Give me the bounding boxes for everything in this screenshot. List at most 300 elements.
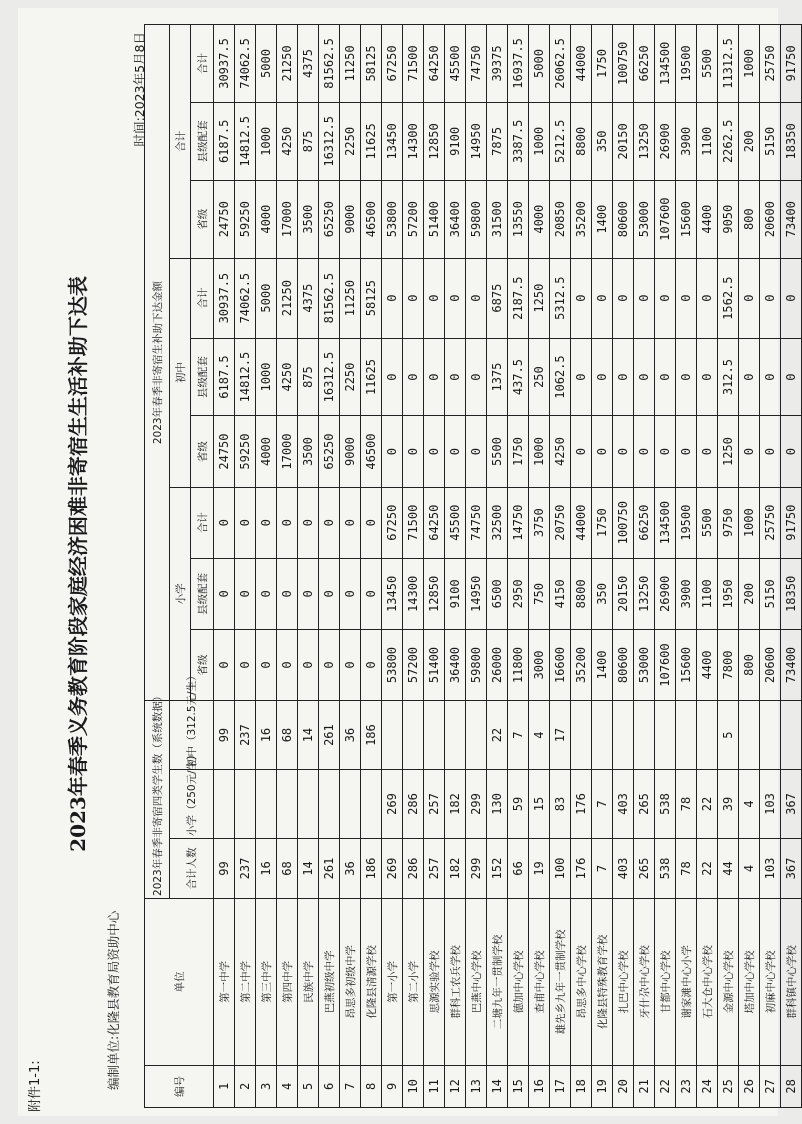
row-primary-count: 299 <box>466 770 487 839</box>
row-total-people: 16 <box>256 838 277 898</box>
row-unit: 化隆县清源学校 <box>361 898 382 1065</box>
row-junior-province: 0 <box>634 416 655 487</box>
row-total-sum: 5000 <box>529 25 550 103</box>
header-total-county: 县级配套 <box>191 102 214 180</box>
row-total-people: 78 <box>676 838 697 898</box>
row-junior-county: 875 <box>298 338 319 416</box>
subsidy-table <box>144 24 802 1108</box>
document-title: 2023年春季义务教育阶段家庭经济困难非寄宿生生活补助下达表 <box>66 276 90 852</box>
row-junior-province: 0 <box>466 416 487 487</box>
row-junior-province: 0 <box>655 416 676 487</box>
row-primary-sum: 67250 <box>382 487 403 558</box>
row-total-sum: 71500 <box>403 25 424 103</box>
table-row <box>529 25 550 1108</box>
row-primary-sum: 0 <box>277 487 298 558</box>
row-junior-sum: 6875 <box>487 258 508 338</box>
row-unit: 第四中学 <box>277 898 298 1065</box>
row-junior-sum: 74062.5 <box>235 258 256 338</box>
row-junior-province: 1750 <box>508 416 529 487</box>
header-unit: 单位 <box>145 898 214 1065</box>
row-junior-sum: 1250 <box>529 258 550 338</box>
row-total-county: 3900 <box>676 102 697 180</box>
row-junior-county: 250 <box>529 338 550 416</box>
row-unit: 甘都中心学校 <box>655 898 676 1065</box>
row-index: 16 <box>529 1065 550 1107</box>
row-total-sum: 5000 <box>256 25 277 103</box>
row-total-province: 53800 <box>382 180 403 258</box>
attachment-label: 附件1-1: <box>28 1060 43 1112</box>
row-primary-county: 18350 <box>781 558 802 629</box>
header-total: 合计 <box>170 25 191 259</box>
row-total-province: 57200 <box>403 180 424 258</box>
row-primary-county: 0 <box>214 558 235 629</box>
header-junior-sum: 合计 <box>191 258 214 338</box>
row-junior-province: 0 <box>571 416 592 487</box>
row-index: 21 <box>634 1065 655 1107</box>
row-total-people: 237 <box>235 838 256 898</box>
row-total-people: 99 <box>214 838 235 898</box>
row-total-sum: 16937.5 <box>508 25 529 103</box>
row-junior-sum: 0 <box>403 258 424 338</box>
row-primary-count: 7 <box>592 770 613 839</box>
row-total-province: 9050 <box>718 180 739 258</box>
row-junior-province: 0 <box>445 416 466 487</box>
row-junior-province: 0 <box>382 416 403 487</box>
row-primary-province: 7800 <box>718 629 739 700</box>
row-primary-province: 80600 <box>613 629 634 700</box>
row-primary-county: 13450 <box>382 558 403 629</box>
row-total-people: 4 <box>739 838 760 898</box>
table-row <box>613 25 634 1108</box>
row-junior-sum: 11250 <box>340 258 361 338</box>
row-total-province: 1400 <box>592 180 613 258</box>
row-junior-county: 2250 <box>340 338 361 416</box>
row-unit: 第一中学 <box>214 898 235 1065</box>
row-total-sum: 134500 <box>655 25 676 103</box>
row-junior-count <box>781 701 802 770</box>
row-primary-county: 0 <box>340 558 361 629</box>
row-index: 19 <box>592 1065 613 1107</box>
row-junior-county: 0 <box>592 338 613 416</box>
table-row <box>214 25 235 1108</box>
row-primary-count: 538 <box>655 770 676 839</box>
row-total-sum: 100750 <box>613 25 634 103</box>
row-junior-province: 0 <box>739 416 760 487</box>
row-junior-count <box>592 701 613 770</box>
row-primary-province: 16600 <box>550 629 571 700</box>
row-total-people: 182 <box>445 838 466 898</box>
row-junior-province: 0 <box>697 416 718 487</box>
row-primary-sum: 100750 <box>613 487 634 558</box>
row-primary-count: 4 <box>739 770 760 839</box>
row-primary-sum: 66250 <box>634 487 655 558</box>
row-total-people: 269 <box>382 838 403 898</box>
row-total-county: 2250 <box>340 102 361 180</box>
row-junior-county: 437.5 <box>508 338 529 416</box>
row-junior-count <box>760 701 781 770</box>
row-total-province: 73400 <box>781 180 802 258</box>
row-junior-county: 0 <box>424 338 445 416</box>
row-index: 8 <box>361 1065 382 1107</box>
row-unit: 塔加中心学校 <box>739 898 760 1065</box>
row-primary-province: 53800 <box>382 629 403 700</box>
row-unit: 巴燕初级中学 <box>319 898 340 1065</box>
row-primary-county: 750 <box>529 558 550 629</box>
row-junior-province: 1000 <box>529 416 550 487</box>
row-junior-province: 1250 <box>718 416 739 487</box>
row-primary-county: 6500 <box>487 558 508 629</box>
row-junior-sum: 0 <box>592 258 613 338</box>
row-total-sum: 74062.5 <box>235 25 256 103</box>
header-primary: 小学 <box>170 487 191 700</box>
row-total-people: 68 <box>277 838 298 898</box>
row-junior-county: 1062.5 <box>550 338 571 416</box>
row-index: 1 <box>214 1065 235 1107</box>
row-junior-sum: 2187.5 <box>508 258 529 338</box>
row-primary-sum: 3750 <box>529 487 550 558</box>
table-row <box>466 25 487 1108</box>
row-primary-county: 14950 <box>466 558 487 629</box>
row-junior-province: 0 <box>676 416 697 487</box>
row-primary-count <box>361 770 382 839</box>
row-total-sum: 91750 <box>781 25 802 103</box>
row-primary-count <box>340 770 361 839</box>
row-junior-count: 68 <box>277 701 298 770</box>
row-primary-sum: 44000 <box>571 487 592 558</box>
row-index: 11 <box>424 1065 445 1107</box>
row-junior-sum: 0 <box>445 258 466 338</box>
row-unit: 二塘九年一贯制学校 <box>487 898 508 1065</box>
row-junior-sum: 0 <box>466 258 487 338</box>
table-row <box>697 25 718 1108</box>
row-primary-count: 269 <box>382 770 403 839</box>
row-primary-county: 13250 <box>634 558 655 629</box>
row-junior-province: 9000 <box>340 416 361 487</box>
row-junior-sum: 4375 <box>298 258 319 338</box>
row-junior-province: 0 <box>613 416 634 487</box>
row-unit: 查甫中心学校 <box>529 898 550 1065</box>
row-primary-province: 0 <box>361 629 382 700</box>
row-total-sum: 39375 <box>487 25 508 103</box>
row-primary-county: 14300 <box>403 558 424 629</box>
row-junior-province: 5500 <box>487 416 508 487</box>
row-primary-province: 0 <box>340 629 361 700</box>
row-primary-province: 3000 <box>529 629 550 700</box>
row-primary-sum: 134500 <box>655 487 676 558</box>
row-junior-province: 65250 <box>319 416 340 487</box>
row-total-province: 36400 <box>445 180 466 258</box>
row-index: 17 <box>550 1065 571 1107</box>
row-primary-sum: 0 <box>361 487 382 558</box>
editor-unit: 编制单位:化隆县教育局资助中心 <box>106 910 121 1090</box>
row-unit: 昂思多中心学校 <box>571 898 592 1065</box>
row-junior-county: 4250 <box>277 338 298 416</box>
row-unit: 德加中心学校 <box>508 898 529 1065</box>
row-primary-province: 0 <box>235 629 256 700</box>
row-primary-count <box>277 770 298 839</box>
row-total-county: 200 <box>739 102 760 180</box>
row-unit: 化隆县特殊教育学校 <box>592 898 613 1065</box>
row-total-county: 5212.5 <box>550 102 571 180</box>
row-primary-county: 0 <box>256 558 277 629</box>
row-total-sum: 74750 <box>466 25 487 103</box>
row-primary-count <box>214 770 235 839</box>
row-junior-province: 24750 <box>214 416 235 487</box>
row-total-sum: 11312.5 <box>718 25 739 103</box>
row-index: 12 <box>445 1065 466 1107</box>
document-date: 时间:2023年5月8日 <box>132 32 147 147</box>
row-total-province: 800 <box>739 180 760 258</box>
row-total-sum: 1000 <box>739 25 760 103</box>
row-primary-sum: 0 <box>340 487 361 558</box>
row-primary-county: 2950 <box>508 558 529 629</box>
row-junior-count: 99 <box>214 701 235 770</box>
row-total-sum: 64250 <box>424 25 445 103</box>
table-row <box>739 25 760 1108</box>
row-unit: 第二中学 <box>235 898 256 1065</box>
row-total-people: 14 <box>298 838 319 898</box>
row-total-sum: 21250 <box>277 25 298 103</box>
row-junior-county: 0 <box>655 338 676 416</box>
document-sheet <box>18 8 798 1116</box>
row-junior-province: 59250 <box>235 416 256 487</box>
row-primary-county: 200 <box>739 558 760 629</box>
row-primary-count: 286 <box>403 770 424 839</box>
row-primary-county: 20150 <box>613 558 634 629</box>
row-index: 6 <box>319 1065 340 1107</box>
table-row <box>676 25 697 1108</box>
row-total-sum: 26062.5 <box>550 25 571 103</box>
table-row <box>445 25 466 1108</box>
row-total-province: 35200 <box>571 180 592 258</box>
row-junior-count: 17 <box>550 701 571 770</box>
row-total-sum: 58125 <box>361 25 382 103</box>
row-total-province: 59800 <box>466 180 487 258</box>
row-junior-sum: 0 <box>781 258 802 338</box>
row-junior-count: 5 <box>718 701 739 770</box>
row-total-people: 66 <box>508 838 529 898</box>
row-junior-province: 3500 <box>298 416 319 487</box>
table-body <box>214 25 802 1108</box>
row-primary-province: 51400 <box>424 629 445 700</box>
row-total-province: 4000 <box>529 180 550 258</box>
row-primary-sum: 5500 <box>697 487 718 558</box>
header-primary-sum: 合计 <box>191 487 214 558</box>
row-primary-county: 0 <box>298 558 319 629</box>
row-primary-count <box>298 770 319 839</box>
row-primary-count: 182 <box>445 770 466 839</box>
row-total-people: 152 <box>487 838 508 898</box>
header-junior-county: 县级配套 <box>191 338 214 416</box>
row-index: 4 <box>277 1065 298 1107</box>
row-junior-province: 0 <box>592 416 613 487</box>
row-primary-count: 103 <box>760 770 781 839</box>
table-row <box>487 25 508 1108</box>
header-junior: 初中 <box>170 258 191 487</box>
row-primary-province: 800 <box>739 629 760 700</box>
row-total-people: 186 <box>361 838 382 898</box>
row-unit: 雄先乡九年一贯制学校 <box>550 898 571 1065</box>
row-primary-county: 0 <box>361 558 382 629</box>
row-unit: 第三中学 <box>256 898 277 1065</box>
row-total-sum: 81562.5 <box>319 25 340 103</box>
row-total-sum: 30937.5 <box>214 25 235 103</box>
row-primary-county: 5150 <box>760 558 781 629</box>
row-index: 27 <box>760 1065 781 1107</box>
rotated-document <box>22 12 798 1116</box>
row-junior-count <box>739 701 760 770</box>
row-junior-count: 22 <box>487 701 508 770</box>
row-primary-sum: 0 <box>214 487 235 558</box>
row-junior-sum: 0 <box>697 258 718 338</box>
table-row <box>361 25 382 1108</box>
row-junior-sum: 0 <box>655 258 676 338</box>
row-junior-county: 1375 <box>487 338 508 416</box>
row-primary-province: 0 <box>256 629 277 700</box>
row-primary-province: 35200 <box>571 629 592 700</box>
row-junior-sum: 0 <box>424 258 445 338</box>
row-junior-county: 0 <box>613 338 634 416</box>
row-total-province: 31500 <box>487 180 508 258</box>
row-primary-sum: 71500 <box>403 487 424 558</box>
header-total-province: 省级 <box>191 180 214 258</box>
row-primary-province: 36400 <box>445 629 466 700</box>
row-total-county: 8800 <box>571 102 592 180</box>
row-primary-sum: 32500 <box>487 487 508 558</box>
row-primary-count: 22 <box>697 770 718 839</box>
row-index: 15 <box>508 1065 529 1107</box>
table-row <box>760 25 781 1108</box>
row-unit: 思源实验学校 <box>424 898 445 1065</box>
row-total-people: 100 <box>550 838 571 898</box>
row-junior-count <box>613 701 634 770</box>
row-index: 9 <box>382 1065 403 1107</box>
row-primary-county: 8800 <box>571 558 592 629</box>
row-primary-province: 4400 <box>697 629 718 700</box>
row-junior-sum: 0 <box>382 258 403 338</box>
row-total-province: 65250 <box>319 180 340 258</box>
row-junior-count: 14 <box>298 701 319 770</box>
row-total-people: 176 <box>571 838 592 898</box>
row-junior-sum: 0 <box>676 258 697 338</box>
row-junior-sum: 5000 <box>256 258 277 338</box>
row-junior-count <box>382 701 403 770</box>
header-primary-province: 省级 <box>191 629 214 700</box>
row-junior-count: 36 <box>340 701 361 770</box>
row-primary-count <box>235 770 256 839</box>
row-junior-count <box>697 701 718 770</box>
row-junior-count <box>634 701 655 770</box>
row-total-people: 286 <box>403 838 424 898</box>
row-total-province: 80600 <box>613 180 634 258</box>
row-junior-count: 261 <box>319 701 340 770</box>
row-total-county: 4250 <box>277 102 298 180</box>
row-total-province: 4400 <box>697 180 718 258</box>
row-total-province: 17000 <box>277 180 298 258</box>
row-junior-county: 11625 <box>361 338 382 416</box>
row-total-people: 403 <box>613 838 634 898</box>
row-total-sum: 45500 <box>445 25 466 103</box>
row-primary-count: 15 <box>529 770 550 839</box>
row-total-county: 13250 <box>634 102 655 180</box>
header-index: 编号 <box>145 1065 214 1107</box>
row-total-county: 13450 <box>382 102 403 180</box>
row-primary-count <box>256 770 277 839</box>
row-total-county: 20150 <box>613 102 634 180</box>
row-total-sum: 19500 <box>676 25 697 103</box>
row-unit: 金源中心学校 <box>718 898 739 1065</box>
table-row <box>634 25 655 1108</box>
row-junior-count: 7 <box>508 701 529 770</box>
row-junior-county: 0 <box>697 338 718 416</box>
row-primary-province: 53000 <box>634 629 655 700</box>
row-index: 23 <box>676 1065 697 1107</box>
row-primary-county: 350 <box>592 558 613 629</box>
row-primary-province: 57200 <box>403 629 424 700</box>
row-primary-county: 1100 <box>697 558 718 629</box>
row-primary-sum: 0 <box>235 487 256 558</box>
header-total-sum: 合计 <box>191 25 214 103</box>
row-total-sum: 44000 <box>571 25 592 103</box>
row-primary-county: 0 <box>235 558 256 629</box>
table-row <box>403 25 424 1108</box>
row-primary-count: 367 <box>781 770 802 839</box>
row-primary-sum: 1000 <box>739 487 760 558</box>
row-junior-county: 6187.5 <box>214 338 235 416</box>
row-junior-province: 0 <box>760 416 781 487</box>
row-junior-count <box>424 701 445 770</box>
row-unit: 昂思多初级中学 <box>340 898 361 1065</box>
row-primary-sum: 19500 <box>676 487 697 558</box>
row-junior-county: 1000 <box>256 338 277 416</box>
row-unit: 初麻中心学校 <box>760 898 781 1065</box>
row-total-people: 44 <box>718 838 739 898</box>
row-junior-province: 4000 <box>256 416 277 487</box>
row-index: 26 <box>739 1065 760 1107</box>
row-total-people: 261 <box>319 838 340 898</box>
table-row <box>781 25 802 1108</box>
row-unit: 第一小学 <box>382 898 403 1065</box>
row-primary-count: 39 <box>718 770 739 839</box>
row-junior-county: 0 <box>760 338 781 416</box>
row-total-province: 15600 <box>676 180 697 258</box>
row-junior-sum: 0 <box>571 258 592 338</box>
row-total-county: 350 <box>592 102 613 180</box>
row-junior-county: 14812.5 <box>235 338 256 416</box>
row-junior-sum: 0 <box>613 258 634 338</box>
row-total-county: 9100 <box>445 102 466 180</box>
row-junior-province: 0 <box>781 416 802 487</box>
row-unit: 群科工农兵学校 <box>445 898 466 1065</box>
row-total-county: 1100 <box>697 102 718 180</box>
row-junior-sum: 58125 <box>361 258 382 338</box>
row-primary-county: 26900 <box>655 558 676 629</box>
row-total-county: 12850 <box>424 102 445 180</box>
row-total-province: 4000 <box>256 180 277 258</box>
row-total-people: 36 <box>340 838 361 898</box>
row-total-province: 51400 <box>424 180 445 258</box>
row-primary-sum: 64250 <box>424 487 445 558</box>
row-total-province: 3500 <box>298 180 319 258</box>
row-junior-sum: 81562.5 <box>319 258 340 338</box>
row-total-county: 3387.5 <box>508 102 529 180</box>
row-junior-county: 0 <box>445 338 466 416</box>
row-unit: 牙什尕中心学校 <box>634 898 655 1065</box>
row-index: 2 <box>235 1065 256 1107</box>
row-primary-province: 0 <box>298 629 319 700</box>
row-total-people: 538 <box>655 838 676 898</box>
row-total-province: 24750 <box>214 180 235 258</box>
